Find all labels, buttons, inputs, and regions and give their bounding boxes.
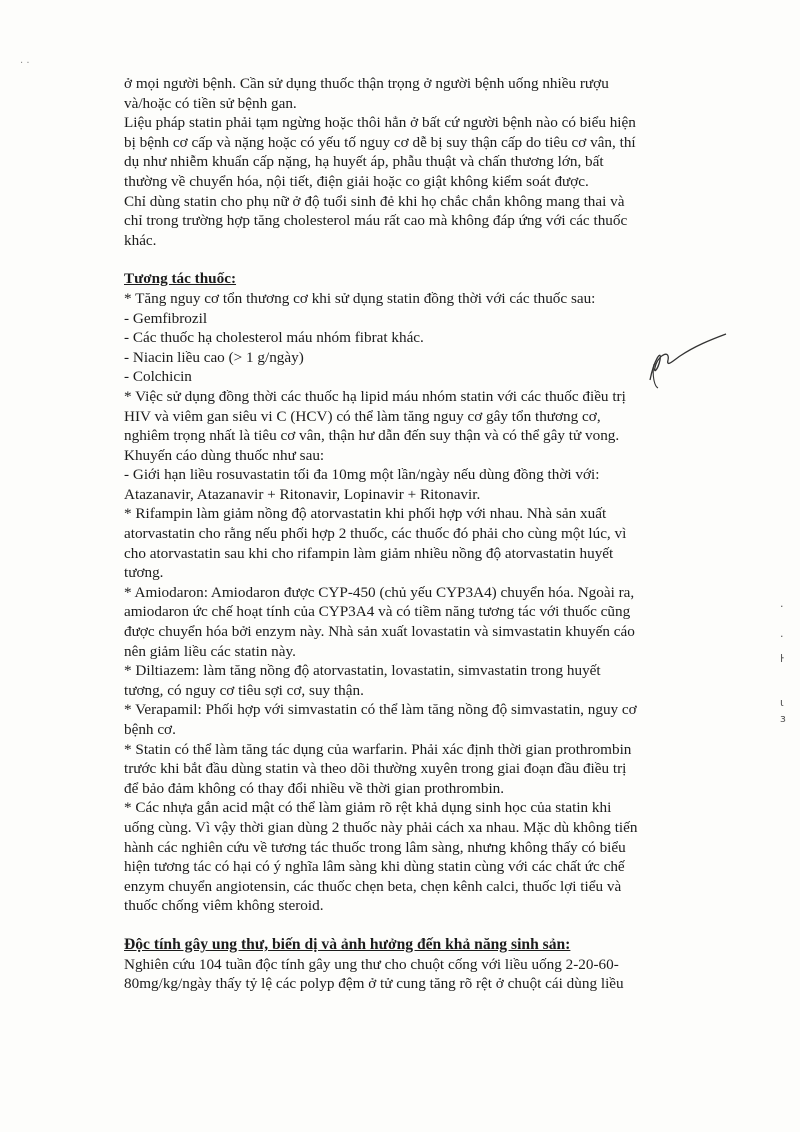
text-line: thuốc chống viêm không steroid. — [124, 897, 324, 915]
text-line: tương, có nguy cơ tiêu sợi cơ, suy thận. — [124, 681, 364, 699]
text-line: - Gemfibrozil — [124, 309, 208, 327]
text-line: uống cùng. Vì vậy thời gian dùng 2 thuốc này phải cách xa nhau. Mặc dù không tiến — [124, 818, 638, 836]
toxicity-section — [124, 935, 724, 994]
text-line: để bảo đảm không có thay đổi nhiều về thời gian prothrombin. — [124, 779, 505, 797]
text-line: atorvastatin cho rằng nếu phối hợp 2 thuốc, các thuốc đó phải cho cùng một lúc, vì — [124, 525, 627, 543]
text-line: hành các nghiên cứu về tương tác thuốc trong lâm sàng, nhưng không thấy có biểu — [124, 838, 626, 856]
text-line: 80mg/kg/ngày thấy tỷ lệ các polyp đệm ở tử cung tăng rõ rệt ở chuột cái dùng liều — [124, 975, 624, 993]
paragraph — [124, 583, 724, 661]
text-line: - Giới hạn liều rosuvastatin tối đa 10mg một lần/ngày nếu dùng đồng thời với: — [124, 466, 600, 484]
paragraph — [124, 192, 724, 251]
text-line: * Diltiazem: làm tăng nồng độ atorvastatin, lovastatin, simvastatin trong huyết — [124, 662, 601, 680]
text-line: khác. — [124, 231, 157, 249]
text-line: * Các nhựa gắn acid mật có thể làm giảm rõ rệt khả dụng sinh học của statin khi — [124, 799, 612, 817]
text-line: HIV và viêm gan siêu vi C (HCV) có thể làm tăng nguy cơ gây tổn thương cơ, — [124, 407, 601, 425]
paragraph — [124, 700, 724, 739]
spacer — [124, 250, 724, 269]
text-line: Atazanavir, Atazanavir + Ritonavir, Lopinavir + Ritonavir. — [124, 485, 481, 503]
paragraph — [124, 74, 724, 113]
intro-section — [124, 74, 724, 250]
text-line: * Tăng nguy cơ tổn thương cơ khi sử dụng statin đồng thời với các thuốc sau: — [124, 289, 596, 307]
text-line: bệnh cơ. — [124, 721, 176, 738]
toxicity-text — [124, 955, 724, 994]
paragraph — [124, 661, 724, 700]
text-line: được chuyển hóa bởi enzym này. Nhà sản xuất lovastatin và simvastatin khuyến cáo — [124, 623, 635, 641]
paragraph — [124, 740, 724, 799]
text-line: * Việc sử dụng đồng thời các thuốc hạ lipid máu nhóm statin với các thuốc điều trị — [124, 387, 626, 405]
text-line: cho atorvastatin sau khi cho rifampin làm giảm nhiều nồng độ atorvastatin huyết — [124, 544, 614, 562]
interactions-section — [124, 269, 724, 916]
text-line: - Các thuốc hạ cholesterol máu nhóm fibrat khác. — [124, 329, 424, 347]
interactions-heading: Tương tác thuốc: — [124, 270, 237, 288]
text-line: nên giảm liều các statin này. — [124, 642, 296, 660]
text-line: - Niacin liều cao (> 1 g/ngày) — [124, 348, 304, 366]
paragraph — [124, 798, 724, 916]
text-line: tương. — [124, 564, 164, 582]
text-line: * Verapamil: Phối hợp với simvastatin có thể làm tăng nồng độ simvastatin, nguy cơ — [124, 701, 637, 719]
text-line: * Amiodaron: Amiodaron được CYP-450 (chủ yếu CYP3A4) chuyển hóa. Ngoài ra, — [124, 583, 635, 601]
text-line: thường về chuyển hóa, nội tiết, điện giải hoặc co giật không kiểm soát được. — [124, 172, 589, 190]
text-line: Khuyến cáo dùng thuốc như sau: — [124, 446, 325, 464]
text-line: dụ như nhiễm khuẩn cấp nặng, hạ huyết áp, phẫu thuật và chấn thương lớn, bất — [124, 153, 604, 171]
text-line: - Colchicin — [124, 368, 192, 386]
paragraph — [124, 113, 724, 191]
text-line: chỉ trong trường hợp tăng cholesterol máu rất cao mà không đáp ứng với các thuốc — [124, 212, 628, 230]
text-line: trước khi bắt đầu dùng statin và theo dõi thường xuyên trong giai đoạn đầu điều trị — [124, 760, 627, 778]
paragraph — [124, 504, 724, 582]
text-line: nghiêm trọng nhất là tiêu cơ vân, thận hư dẫn đến suy thận và có thể gây tử vong. — [124, 427, 620, 445]
margin-marks: · · ŀ ɩ ɜ — [780, 600, 786, 725]
text-line: amiodaron ức chế hoạt tính của CYP3A4 và có tiềm năng tương tác với thuốc cũng — [124, 603, 631, 621]
text-line: ở mọi người bệnh. Cần sử dụng thuốc thận trọng ở người bệnh uống nhiều rượu — [124, 75, 609, 92]
interactions-paragraphs — [124, 504, 724, 915]
handwritten-signature — [640, 330, 730, 390]
text-line: bị bệnh cơ cấp và nặng hoặc có yếu tố nguy cơ dễ bị suy thận cấp do tiêu cơ vân, thí — [124, 133, 636, 151]
toxicity-heading: Độc tính gây ung thư, biến dị và ảnh hưởng đến khả năng sinh sản: — [124, 935, 571, 953]
interactions-list — [124, 289, 724, 505]
text-line: Nghiên cứu 104 tuần độc tính gây ung thư cho chuột cống với liều uống 2-20-60- — [124, 955, 619, 973]
text-line: enzym chuyển angiotensin, các thuốc chẹn beta, chẹn kênh calci, thuốc lợi tiểu và — [124, 877, 622, 895]
text-line: Liệu pháp statin phải tạm ngừng hoặc thôi hẳn ở bất cứ người bệnh nào có biểu hiện — [124, 114, 636, 132]
text-line: và/hoặc có tiền sử bệnh gan. — [124, 94, 297, 112]
text-line: * Rifampin làm giảm nồng độ atorvastatin khi phối hợp với nhau. Nhà sản xuất — [124, 505, 607, 523]
text-line: hiện tương tác có hại có ý nghĩa lâm sàng khi dùng statin cùng với các chất ức chế — [124, 858, 625, 876]
text-line: Chỉ dùng statin cho phụ nữ ở độ tuổi sinh đẻ khi họ chắc chắn không mang thai và — [124, 192, 625, 210]
text-line: * Statin có thể làm tăng tác dụng của warfarin. Phải xác định thời gian prothrombin — [124, 740, 632, 758]
spacer — [124, 916, 724, 935]
document-page — [124, 74, 724, 994]
scan-speck: · · — [20, 58, 30, 69]
